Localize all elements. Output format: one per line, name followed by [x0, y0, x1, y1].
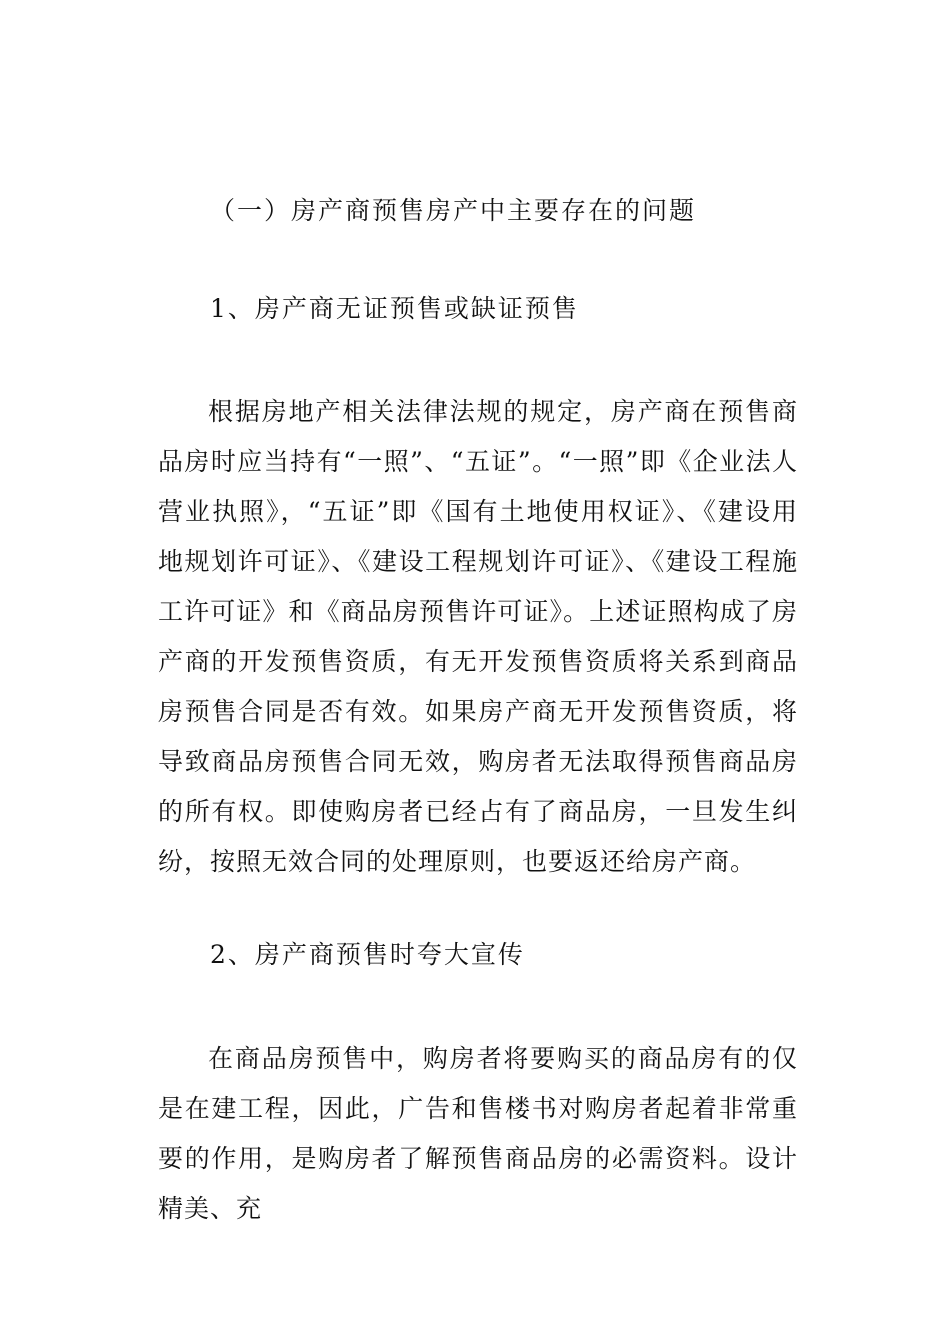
item1-body: 根据房地产相关法律法规的规定，房产商在预售商品房时应当持有“一照”、“五证”。“一照”即《企业法人营业执照》，“五证”即《国有土地使用权证》、《建设用地规划许可证》、《建设工程规划许可证》、《建设工程施工许可证》和《商品房预售许可证》。上述证照构成了房产商的开发预售资质，有无开发预售资质将关系到商品房预售合同是否有效。如果房产商无开发预售资质，将导致商品房预售合同无效，购房者无法取得预售商品房的所有权。即使购房者已经占有了商品房，一旦发生纠纷，按照无效合同的处理原则，也要返还给房产商。 [158, 397, 798, 876]
item1-title: 1、房产商无证预售或缺证预售 [210, 294, 579, 323]
section-title: （一）房产商预售房产中主要存在的问题 [210, 196, 697, 225]
item2-body: 在商品房预售中，购房者将要购买的商品房有的仅是在建工程，因此，广告和售楼书对购房者起着非常重要的作用，是购房者了解预售商品房的必需资料。设计精美、充 [158, 1044, 798, 1223]
item2-title: 2、房产商预售时夸大宣传 [210, 940, 525, 969]
